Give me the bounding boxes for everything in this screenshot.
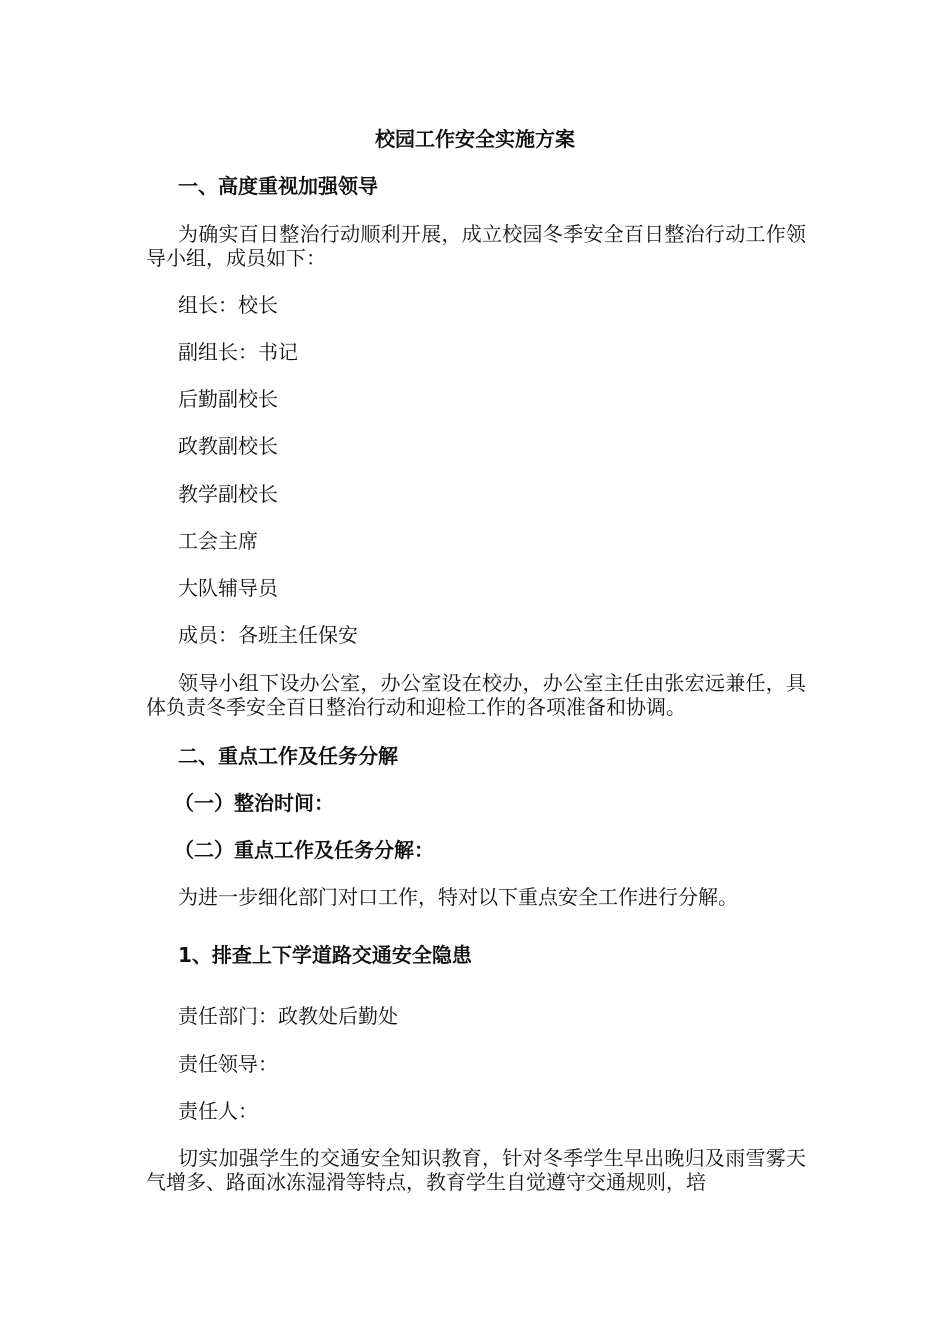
member-political-vice-principal: 政教副校长 xyxy=(178,434,278,458)
member-logistics-vice-principal: 后勤副校长 xyxy=(178,387,278,411)
subsection-heading-2: （二）重点工作及任务分解： xyxy=(174,838,434,862)
member-union-chair: 工会主席 xyxy=(178,529,258,553)
document-title: 校园工作安全实施方案 xyxy=(375,127,575,151)
member-teaching-vice-principal: 教学副校长 xyxy=(178,482,278,506)
section-heading-1: 一、高度重视加强领导 xyxy=(178,174,378,198)
member-members: 成员：各班主任保安 xyxy=(178,623,358,647)
member-leader: 组长：校长 xyxy=(178,293,278,317)
subsection-heading-1: （一）整治时间： xyxy=(174,791,334,815)
subsection2-intro: 为进一步细化部门对口工作，特对以下重点安全工作进行分解。 xyxy=(178,885,738,909)
item1-responsible-department: 责任部门：政教处后勤处 xyxy=(178,1004,398,1028)
section-heading-2: 二、重点工作及任务分解 xyxy=(178,744,398,768)
item1-paragraph: 切实加强学生的交通安全知识教育，针对冬季学生早出晚归及雨雪雾天气增多、路面冰冻湿滑等特点，教育学生自觉遵守交通规则，培 xyxy=(146,1146,806,1194)
member-deputy-leader: 副组长：书记 xyxy=(178,340,298,364)
item1-heading: 1、排查上下学道路交通安全隐患 xyxy=(178,943,472,967)
item1-responsible-leader: 责任领导： xyxy=(178,1052,278,1076)
member-brigade-counselor: 大队辅导员 xyxy=(178,576,278,600)
section1-intro-paragraph: 为确实百日整治行动顺利开展，成立校园冬季安全百日整治行动工作领导小组，成员如下： xyxy=(146,222,806,270)
office-paragraph: 领导小组下设办公室，办公室设在校办，办公室主任由张宏远兼任，具体负责冬季安全百日整治行动和迎检工作的各项准备和协调。 xyxy=(146,671,806,719)
item1-responsible-person: 责任人： xyxy=(178,1099,258,1123)
